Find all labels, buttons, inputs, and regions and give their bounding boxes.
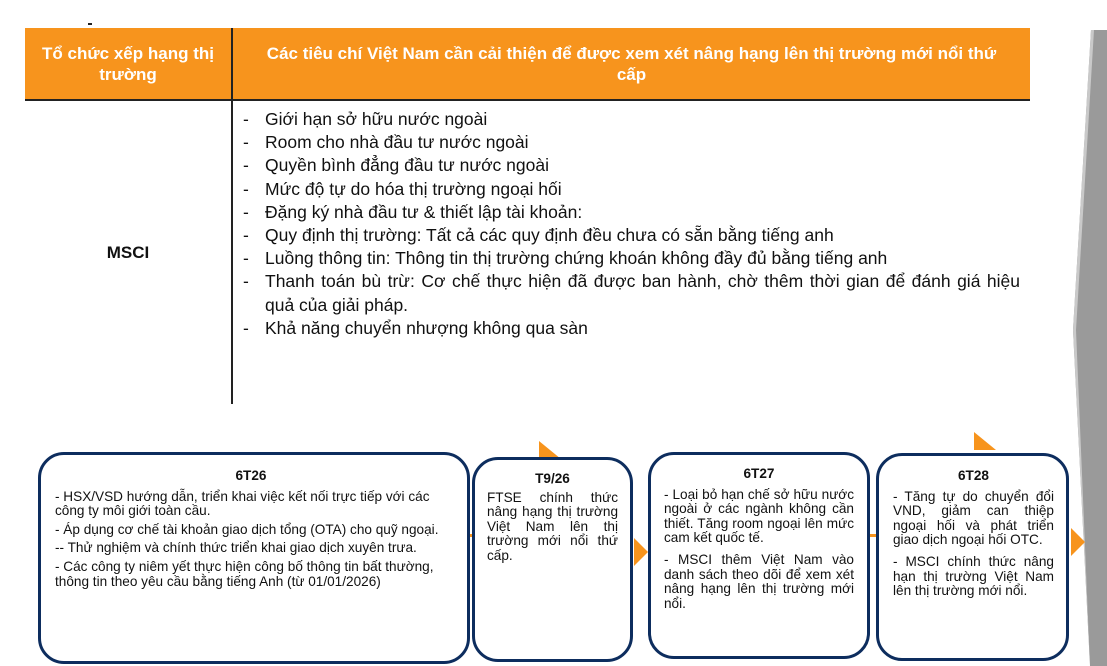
timeline-item: -- Thử nghiệm và chính thức triển khai giao dịch xuyên trưa.: [55, 540, 417, 556]
bullet-dash: -: [243, 132, 249, 153]
timeline-box-6t27: [648, 452, 870, 659]
bullet-dash: -: [243, 271, 249, 292]
timeline-title: 6T28: [958, 468, 989, 483]
criteria-item: - Quyền bình đẳng đầu tư nước ngoài: [243, 154, 1020, 177]
bullet-dash: -: [243, 155, 249, 176]
timeline-item: FTSE chính thức nâng hạng thị trường Việt Nam lên thị trường mới nổi thứ cấp.: [487, 489, 618, 563]
bullet-dash: -: [243, 109, 249, 129]
organization-cell: MSCI: [25, 101, 233, 404]
bullet-dash: -: [243, 317, 249, 338]
timeline-item: - MSCI chính thức nâng hạn thị trường Việt Nam lên thị trường mới nổi.: [893, 553, 1054, 599]
stray-mark: [88, 23, 92, 25]
criteria-item: - Quy định thị trường: Tất cả các quy định đều chưa có sẵn bằng tiếng anh: [243, 224, 1020, 247]
criteria-item: - Mức độ tự do hóa thị trường ngoại hối: [243, 178, 1020, 201]
criteria-item: - Đặng ký nhà đầu tư & thiết lập tài khoản:: [243, 201, 1020, 224]
arrow-right-icon: [634, 538, 648, 566]
table-row: [25, 101, 1030, 404]
criteria-item: - Giới hạn sở hữu nước ngoài: [243, 108, 1020, 131]
timeline-item: - Tăng tự do chuyển đổi VND, giảm can thiệp ngoại hối và phát triển giao dịch ngoại hối OTC.: [893, 488, 1054, 548]
timeline-item: - Áp dụng cơ chế tài khoản giao dịch tổng (OTA) cho quỹ ngoại.: [55, 521, 439, 537]
timeline-title: 6T27: [743, 466, 775, 481]
criteria-item: - Luồng thông tin: Thông tin thị trường chứng khoán không đầy đủ bằng tiếng anh: [243, 247, 1020, 270]
criteria-table: [25, 28, 1030, 404]
bullet-dash: -: [243, 248, 249, 269]
arrow-accent-icon: [974, 432, 996, 450]
timeline-item: - MSCI thêm Việt Nam vào danh sách theo dõi để xem xét nâng hạng lên thị trường mới nổi.: [664, 551, 854, 611]
criteria-cell: [233, 101, 1030, 404]
timeline-title: T9/26: [535, 471, 570, 486]
timeline-title: 6T26: [235, 468, 267, 483]
bullet-dash: -: [243, 178, 249, 199]
header-criteria: Các tiêu chí Việt Nam cần cải thiện để được xem xét nâng hạng lên thị trường mới nổi thứ cấp: [266, 43, 997, 84]
criteria-item: - Thanh toán bù trừ: Cơ chế thực hiện đã được ban hành, chờ thêm thời gian để đánh giá hiệu quả của giải pháp.: [243, 270, 1020, 316]
criteria-item: - Khả năng chuyển nhượng không qua sàn: [243, 317, 1020, 340]
timeline-box-6t26: [38, 452, 470, 664]
table-header: [25, 28, 1030, 101]
bullet-dash: -: [243, 201, 249, 222]
header-organization: Tổ chức xếp hạng thị trường: [25, 28, 233, 99]
side-chevron-shape: [1070, 30, 1107, 666]
timeline-item: - Các công ty niêm yết thực hiện công bố thông tin bất thường, thông tin theo yêu cầu bằng tiếng Anh (từ 01/01/2026): [55, 558, 434, 589]
criteria-item: - Room cho nhà đầu tư nước ngoài: [243, 131, 1020, 154]
timeline-box-t9-26: [472, 457, 633, 662]
arrow-right-icon: [1071, 528, 1085, 556]
bullet-dash: -: [243, 225, 249, 246]
timeline-item: - Loại bỏ hạn chế sở hữu nước ngoài ở các ngành không cần thiết. Tăng room ngoại lên mức cam kết quốc tế.: [664, 486, 854, 546]
timeline-box-6t28: [876, 453, 1069, 661]
timeline-item: - HSX/VSD hướng dẫn, triển khai việc kết nối trực tiếp với các công ty môi giới toàn cầu.: [55, 488, 430, 519]
